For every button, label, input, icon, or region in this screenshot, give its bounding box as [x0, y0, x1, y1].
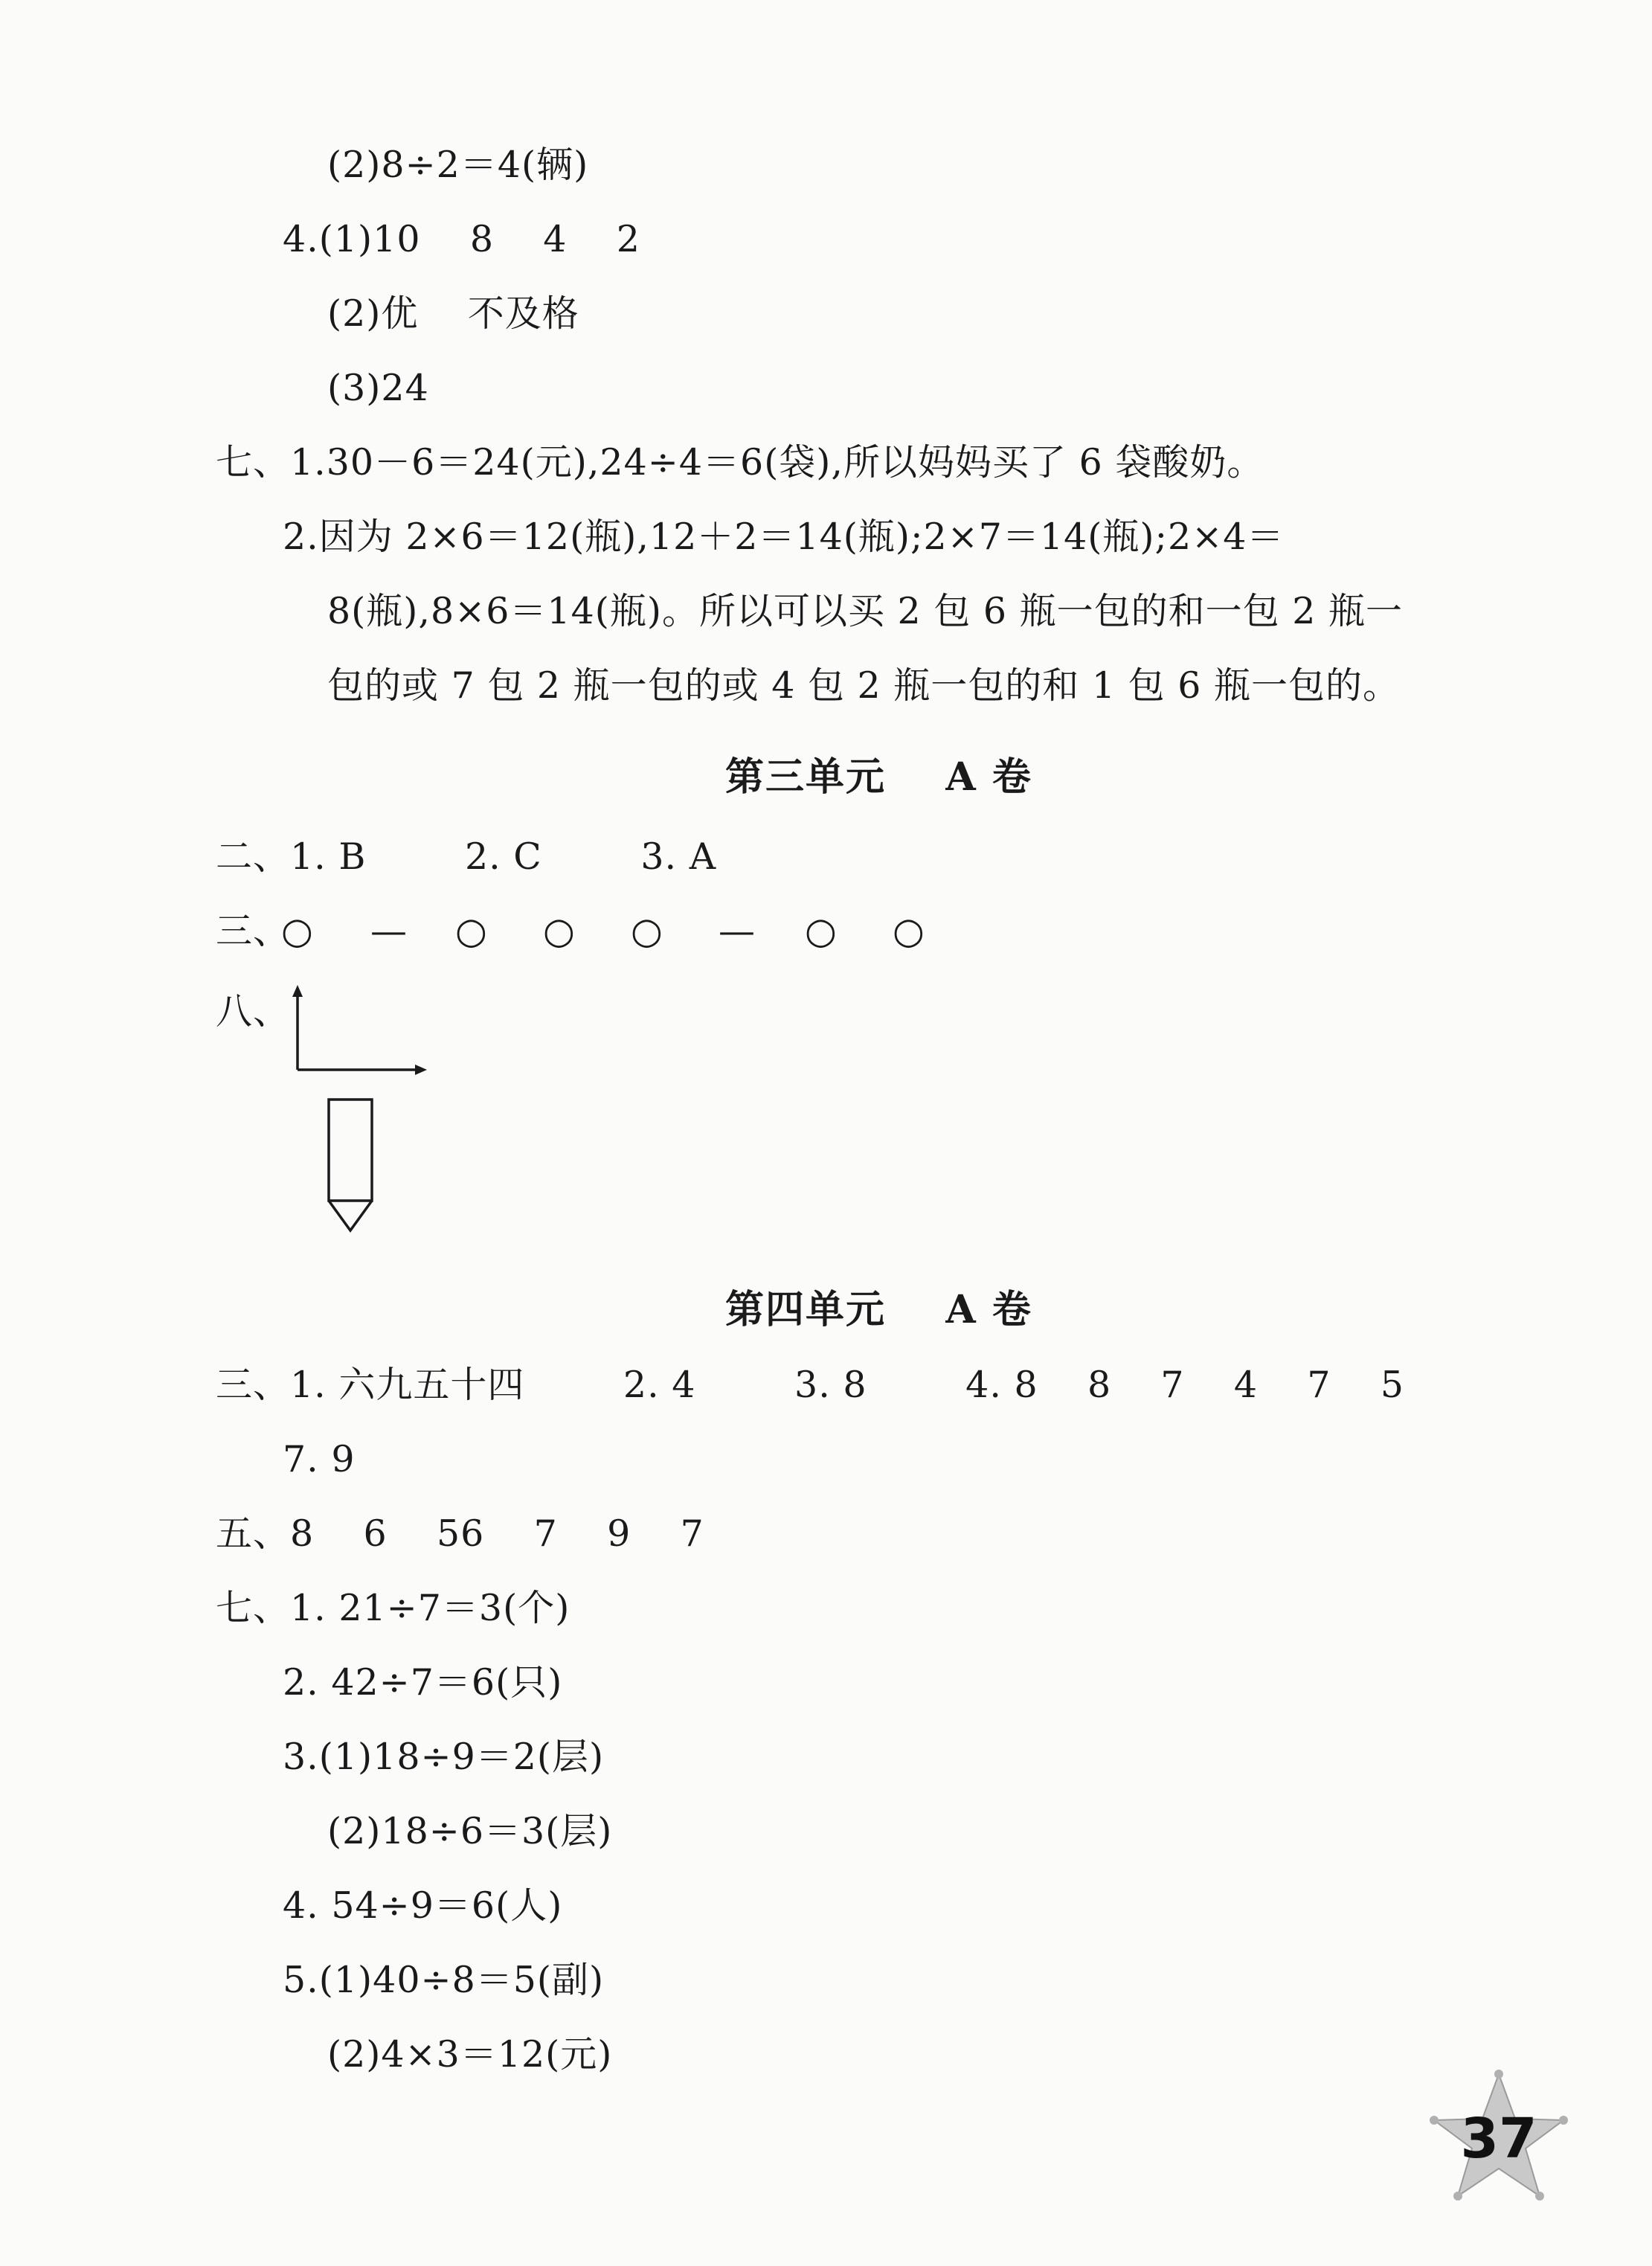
answer-line: 五、8 6 56 7 9 7 — [216, 1512, 704, 1555]
answer-line: 8(瓶),8×6＝14(瓶)。所以可以买 2 包 6 瓶一包的和一包 2 瓶一 — [327, 590, 1403, 632]
answer-line: 2. 42÷7＝6(只) — [283, 1661, 563, 1704]
mark: — — [370, 910, 408, 952]
angle-and-pencil-figure — [283, 982, 446, 1250]
page-number-badge — [1428, 2068, 1569, 2209]
mark: ○ — [893, 910, 925, 952]
answer-line: 4.(1)10 8 4 2 — [283, 218, 640, 260]
answer-line: 七、1.30－6＝24(元),24÷4＝6(袋),所以妈妈买了 6 袋酸奶。 — [216, 441, 1264, 484]
answer-line: (2)8÷2＝4(辆) — [327, 144, 589, 186]
answer-line: 4. 54÷9＝6(人) — [283, 1884, 563, 1927]
answer-line: (2)4×3＝12(元) — [327, 2033, 613, 2076]
mark: ○ — [805, 910, 838, 952]
answer-line: 5.(1)40÷8＝5(副) — [283, 1959, 605, 2001]
answer-line: 2.因为 2×6＝12(瓶),12＋2＝14(瓶);2×7＝14(瓶);2×4＝ — [283, 516, 1285, 558]
answer-line: 3.(1)18÷9＝2(层) — [283, 1736, 605, 1778]
answer-line: 二、1. B 2. C 3. A — [216, 835, 717, 878]
answer-line: (2)18÷6＝3(层) — [327, 1810, 613, 1852]
arrow-head-up — [292, 985, 303, 997]
arrow-head-right — [415, 1065, 427, 1075]
answer-label: 三、 — [216, 910, 291, 952]
mark: ○ — [543, 910, 576, 952]
answer-line: 7. 9 — [283, 1438, 356, 1480]
pencil-tip — [329, 1201, 372, 1230]
answer-line: (2)优 不及格 — [327, 292, 579, 335]
answer-label: 八、 — [216, 990, 291, 1033]
pencil-body — [329, 1100, 372, 1201]
answer-line: (3)24 — [327, 367, 429, 409]
page-number: 37 — [1460, 2107, 1537, 2171]
section-title-unit4: 第四单元 A 卷 — [725, 1287, 1032, 1332]
mark: ○ — [455, 910, 488, 952]
answer-line: 七、1. 21÷7＝3(个) — [216, 1587, 571, 1629]
answer-line: 包的或 7 包 2 瓶一包的或 4 包 2 瓶一包的和 1 包 6 瓶一包的。 — [327, 664, 1400, 707]
mark: — — [719, 910, 756, 952]
mark: ○ — [631, 910, 663, 952]
section-title-unit3: 第三单元 A 卷 — [725, 754, 1032, 800]
answer-line: 三、1. 六九五十四 2. 4 3. 8 4. 8 8 7 4 7 5 — [216, 1364, 1405, 1406]
mark: ○ — [281, 910, 314, 952]
